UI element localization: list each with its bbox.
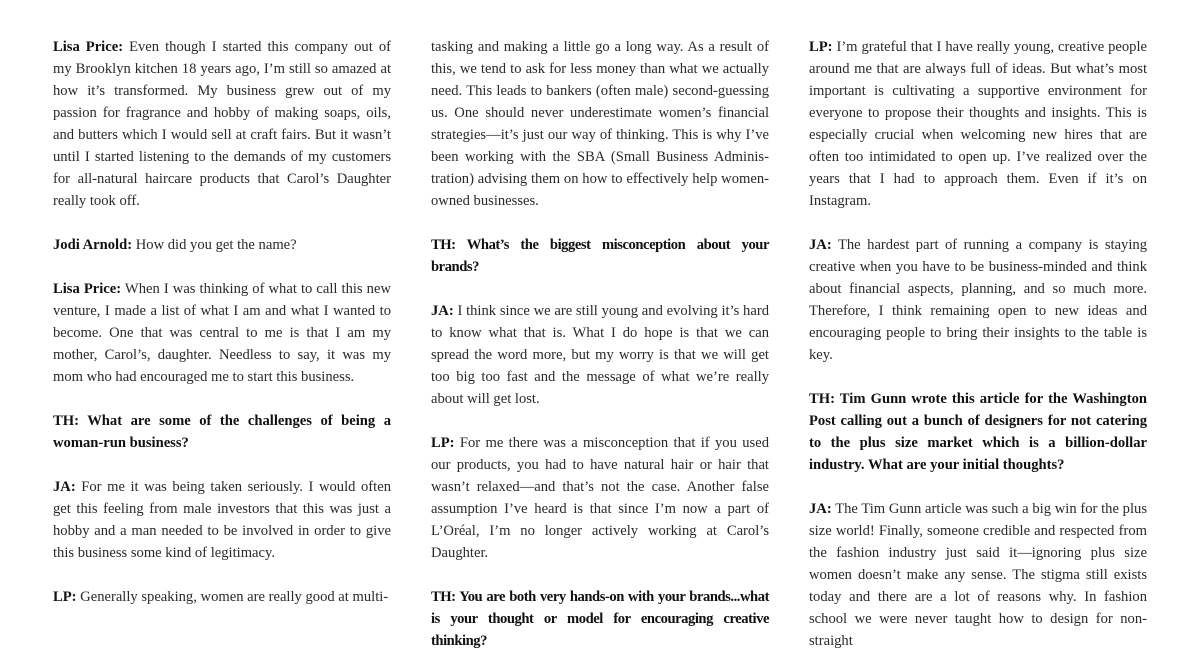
speaker-name: LP: [809,39,833,55]
interview-question: TH: What are some of the challenges of being a woman-run business? [53,413,391,451]
answer-paragraph [431,432,769,564]
answer-paragraph [53,36,391,212]
answer-paragraph [809,234,1147,366]
answer-text: Generally speaking, women are really good at multi- [80,589,389,605]
speaker-name: Jodi Arnold: [53,237,133,253]
answer-paragraph [53,476,391,564]
text-column-2 [431,36,769,652]
question-paragraph [53,234,391,256]
speaker-name: JA: [53,479,76,495]
speaker-name: LP: [431,435,455,451]
answer-paragraph [809,36,1147,212]
answer-paragraph [431,300,769,410]
speaker-name: JA: [809,501,832,517]
speaker-name: Lisa Price: [53,281,122,297]
answer-text: I’m grateful that I have really young, creative people around me that are always full of ideas. But what’s most important is cultivating a supportive environment for everyone to propose their thoughts and insights. This is especially crucial when welcoming new hires that are often too intimidated to open up. I’ve realized over the years that I had to approach them. Even if it’s on Instagram. [809,39,1148,209]
answer-text: When I was thinking of what to call this new venture, I made a list of what I am and what I wanted to become. One that was central to me is that I am my mother, Carol’s, daughter. Needless to say, it was my mom who had encouraged me to start this business. [53,281,391,385]
answer-text: The hardest part of running a company is staying creative when you have to be business-minded and think about financial aspects, planning, and so much more. Therefore, I think remaining open to new ideas and encouraging people to bring their insights to the table is key. [809,237,1147,363]
question-text: How did you get the name? [135,237,297,253]
answer-text: I think since we are still young and evolving it’s hard to know what that is. What I do hope is that we can spread the word more, but my worry is that we will get too big too fast and the message of what we’re really about will get lost. [431,303,769,407]
text-column-1 [53,36,391,608]
answer-paragraph [53,278,391,388]
interview-question: TH: What’s the biggest misconception about your brands? [431,237,769,275]
speaker-name: LP: [53,589,77,605]
interview-question: TH: You are both very hands-on with your brands...what is your thought or model for encouraging creative thinking? [431,589,769,649]
answer-text: For me there was a misconception that if you used our products, you had to have natural hair or hair that wasn’t relaxed—and that’s not the case. Another false assumption I’ve heard is that since I’m now a part of L’Oréal, I’m no longer actively working at Carol’s Daughter. [431,435,770,561]
answer-text: For me it was being taken seriously. I would often get this feeling from male investors that this was just a hobby and a man needed to be involved in order to give this business some kind of legitimacy. [53,479,391,561]
interview-question: TH: Tim Gunn wrote this article for the Washington Post calling out a bunch of designers for not catering to the plus size market which is a billion-dollar industry. What are your initial thoughts? [809,391,1147,473]
speaker-name: JA: [809,237,832,253]
answer-continuation: tasking and making a little go a long way. As a result of this, we tend to ask for less money than what we actually need. This leads to bankers (often male) second-guessing us. One should never underestimate women’s financial strategies—it’s just our way of thinking. This is why I’ve been working with the SBA (Small Business Administration) advising them on how to effectively help women-owned businesses. [431,39,769,209]
answer-text: Even though I started this company out of my Brooklyn kitchen 18 years ago, I’m still so amazed at how it’s transformed. My business grew out of my passion for fragrance and hobby of making soaps, oils, and butters which I would sell at craft fairs. But it wasn’t until I started listening to the demands of my customers for all-natural haircare products that Carol’s Daughter really took off. [53,39,391,209]
answer-text: The Tim Gunn article was such a big win for the plus size world! Finally, someone credible and respected from the fashion industry just said it—ignoring plus size women doesn’t make any sense. The stigma still exists today and there are a lot of reasons why. In fashion school we were never taught how to design for non-straight [809,501,1148,649]
answer-paragraph [809,498,1147,652]
answer-paragraph [53,586,391,608]
speaker-name: Lisa Price: [53,39,124,55]
text-column-3 [809,36,1147,652]
speaker-name: JA: [431,303,454,319]
